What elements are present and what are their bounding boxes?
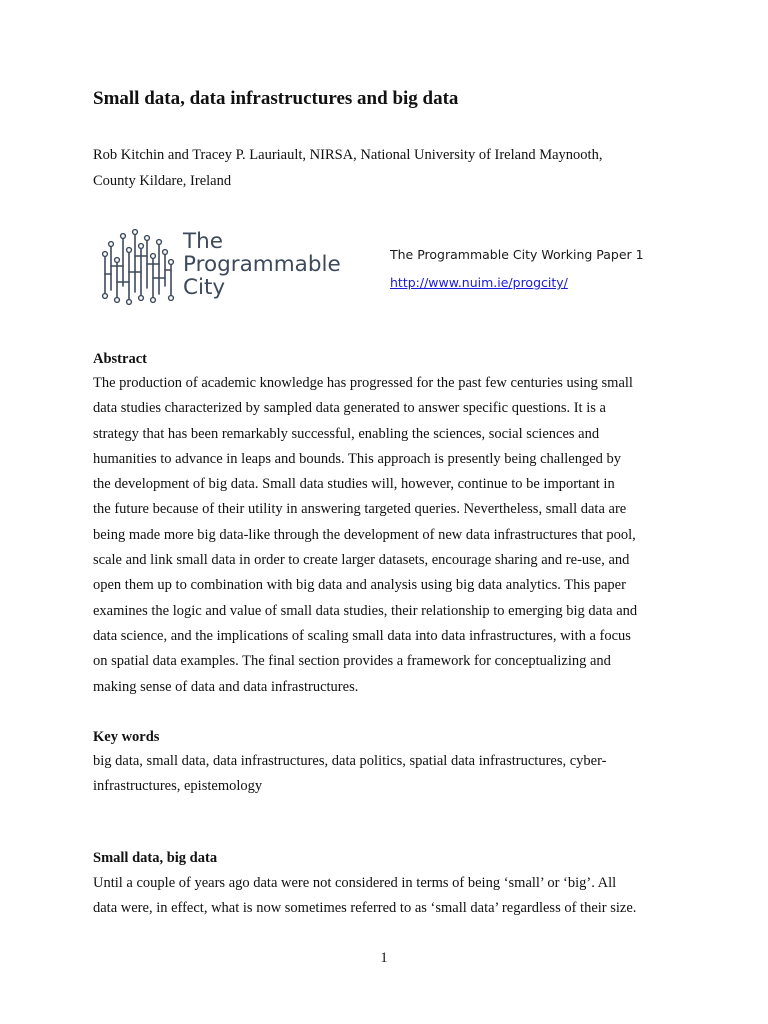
abstract-line: The production of academic knowledge has progressed for the past few centuries using small [93,375,633,391]
keywords-line: big data, small data, data infrastructures, data politics, spatial data infrastructures, cyber- [93,753,607,769]
section-line: data were, in effect, what is now sometimes referred to as ‘small data’ regardless of their size. [93,900,637,917]
keywords-heading: Key words [93,729,160,745]
paper-title: Small data, data infrastructures and big data [93,88,459,109]
abstract-line: humanities to advance in leaps and bounds. This approach is presently being challenged by [93,450,622,467]
abstract-line: scale and link small data in order to create larger datasets, encourage sharing and re-use, and [93,552,630,569]
author-line: County Kildare, Ireland [93,173,232,189]
logo-text-line: Programmable [183,252,341,277]
working-paper-title: The Programmable City Working Paper 1 [390,247,644,262]
author-affiliation [93,142,693,194]
abstract-line: strategy that has been remarkably successful, enabling the sciences, social sciences and [93,425,600,442]
programmable-city-logo [99,226,349,306]
abstract-line: data studies characterized by sampled data generated to answer specific questions. It is a [93,400,606,417]
abstract-line: the development of big data. Small data studies will, however, continue to be important in [93,476,615,493]
abstract-line: making sense of data and data infrastructures. [93,678,359,695]
page-number: 1 [380,950,388,966]
logo-wordmark [183,230,341,299]
author-line: Rob Kitchin and Tracey P. Lauriault, NIRSA, National University of Ireland Maynooth, [93,147,603,163]
section-line: Until a couple of years ago data were not considered in terms of being ‘small’ or ‘big’. All [93,875,617,891]
section-body [93,871,693,922]
abstract-line: on spatial data examples. The final section provides a framework for conceptualizing and [93,653,611,670]
keywords-line: infrastructures, epistemology [93,778,263,795]
abstract-heading: Abstract [93,351,147,367]
logo-text-line: City [183,275,226,300]
working-paper-link[interactable]: http://www.nuim.ie/progcity/ [390,275,568,290]
abstract-line: the future because of their utility in answering targeted queries. Nevertheless, small data are [93,501,627,518]
keywords-body [93,749,693,800]
abstract-line: examines the logic and value of small data studies, their relationship to emerging big data and [93,602,638,619]
abstract-line: open them up to combination with big data and analysis using big data analytics. This paper [93,577,626,594]
circuit-city-icon [99,226,177,306]
abstract-line: data science, and the implications of scaling small data into data infrastructures, with a focus [93,627,631,644]
section-heading: Small data, big data [93,850,218,866]
logo-text-line: The [183,229,223,254]
abstract-line: being made more big data-like through the development of new data infrastructures that pool, [93,526,636,543]
abstract-body [93,371,693,700]
